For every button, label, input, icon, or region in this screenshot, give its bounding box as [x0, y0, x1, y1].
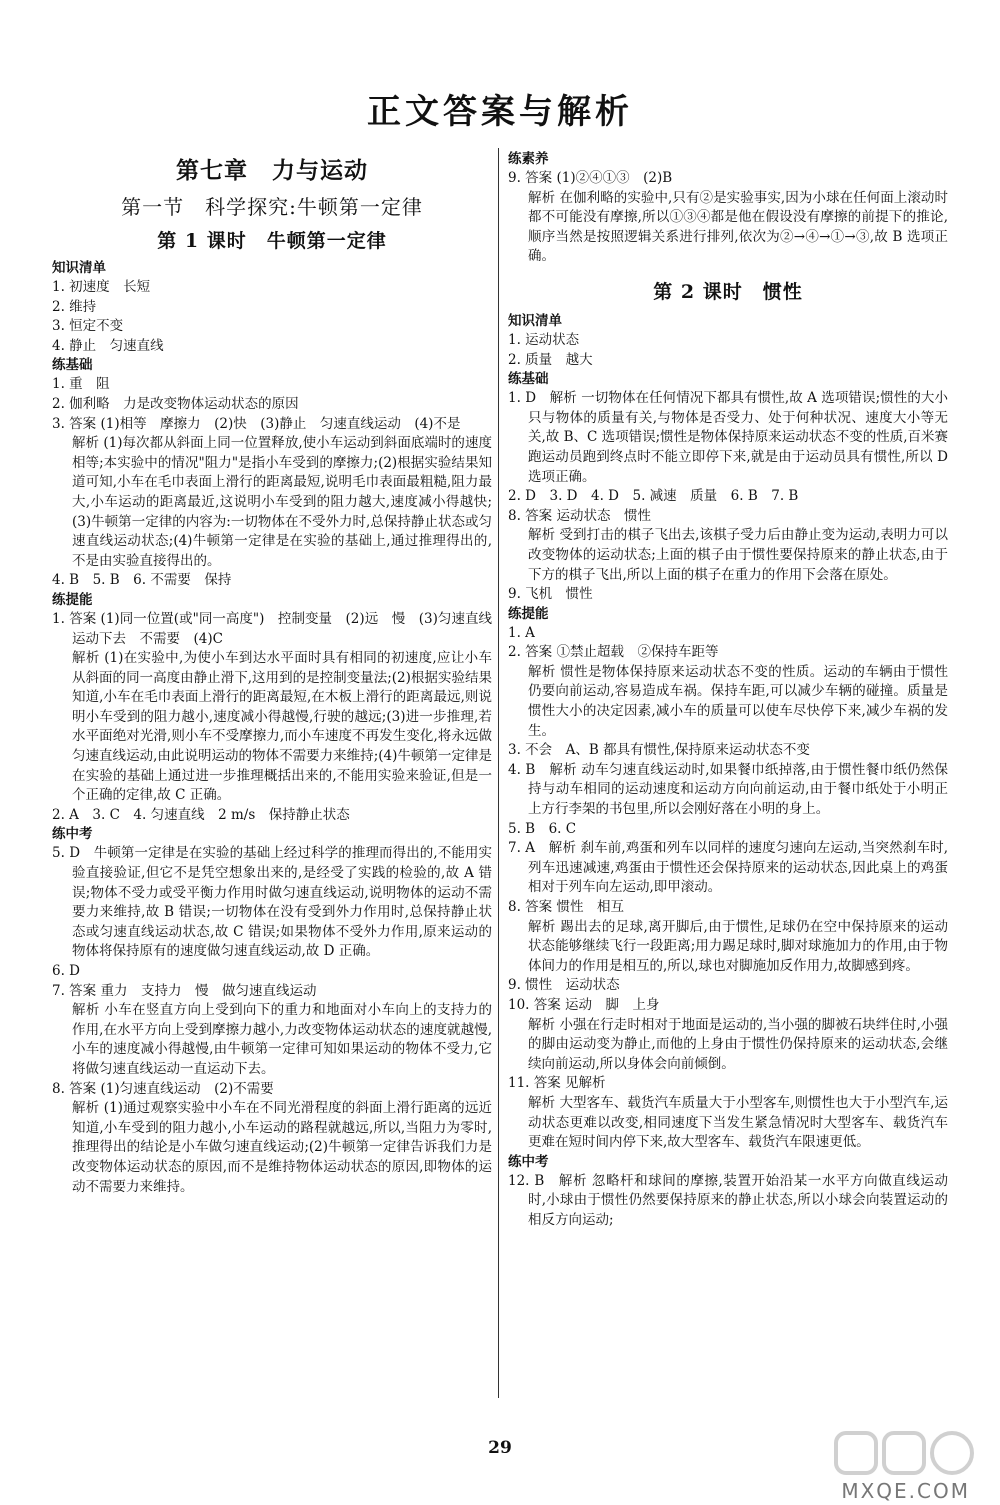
answer-line: 解析 小强在行走时相对于地面是运动的,当小强的脚被石块绊住时,小强的脚由运动变为静止,而他的上身由于惯性仍保持原来的运动状态,会继续向前运动,所以身体会向前倾倒。: [528, 1016, 948, 1072]
section-label: 知识清单: [508, 312, 562, 329]
section-label: 知识清单: [52, 260, 106, 276]
right-body: [508, 312, 948, 1231]
watermark-text: MXQE.COM: [841, 1479, 970, 1503]
answer-line: 8. 答案 运动状态 惯性: [508, 507, 651, 524]
answer-line: 9. 答案 (1)②④①③ (2)B: [508, 170, 673, 186]
section-label: 练提能: [508, 605, 549, 622]
section-heading: 第一节 科学探究:牛顿第一定律: [121, 195, 423, 219]
answer-line: 2. 维持: [52, 298, 97, 315]
left-body: [52, 259, 492, 1197]
answer-line: 5. B 6. C: [508, 820, 577, 837]
answer-line: 3. 答案 (1)相等 摩擦力 (2)快 (3)静止 匀速直线运动 (4)不是: [52, 415, 461, 432]
answer-line: 1. 初速度 长短: [52, 279, 151, 295]
answer-line: 8. 答案 惯性 相互: [508, 899, 624, 915]
answer-line: 4. B 5. B 6. 不需要 保持: [52, 572, 232, 589]
right-column: [508, 150, 948, 1231]
page-number: 29: [488, 1438, 512, 1458]
section-label: 练中考: [508, 1153, 549, 1170]
chapter-heading: 第七章 力与运动: [176, 157, 368, 184]
answer-line: 解析 小车在竖直方向上受到向下的重力和地面对小车向上的支持力的作用,在水平方向上受到摩擦力越小,力改变物体运动状态的速度就越慢,小车的速度减小得越慢,由牛顿第一定律可知如果运动的物体不受力,它将做匀速直线运动一直运动下去。: [72, 1002, 492, 1077]
answer-line: 解析 (1)在实验中,为使小车到达水平面时具有相同的初速度,应让小车从斜面的同一高度由静止滑下,这用到的是控制变量法;(2)根据实验结果知道,小车在毛巾表面上滑行的距离最短,在木板上滑行的距离最远,则说明小车受到的阻力越小,速度减小得越慢,行驶的越远;(3)进一步推理,若水平面绝对光滑,则小车不受摩擦力,而小车速度不再发生变化,将永远做匀速直线运动,由此说明运动的物体不需要力来维持;(4)牛顿第一定律是在实验的基础上通过进一步推理概括出来的,不能用实验来验证,但是一个正确的定律,故 C 正确。: [72, 650, 492, 804]
answer-line: 8. 答案 (1)匀速直线运动 (2)不需要: [52, 1080, 274, 1097]
answer-line: 2. 伽利略 力是改变物体运动状态的原因: [52, 395, 299, 412]
answer-line: 11. 答案 见解析: [508, 1075, 606, 1092]
answer-line: 2. D 3. D 4. D 5. 减速 质量 6. B 7. B: [508, 488, 799, 505]
answer-line: 解析 受到打击的棋子飞出去,该棋子受力后由静止变为运动,表明力可以改变物体的运动状态;上面的棋子由于惯性要保持原来的静止状态,由于下方的棋子飞出,所以上面的棋子在重力的作用下会落在原处。: [528, 527, 948, 583]
section-label: 练素养: [508, 151, 549, 167]
answer-line: 9. 惯性 运动状态: [508, 977, 620, 994]
answer-line: 解析 大型客车、载货汽车质量大于小型客车,则惯性也大于小型汽车,运动状态更难以改变,相同速度下当发生紧急情况时大型客车、载货汽车更难在短时间内停下来,故大型客车、载货汽车限速更低。: [528, 1094, 948, 1151]
answer-line: 3. 恒定不变: [52, 318, 124, 335]
answer-line: 1. A: [508, 624, 535, 641]
answer-line: 1. 答案 (1)同一位置(或"同一高度") 控制变量 (2)远 慢 (3)匀速直线运动下去 不需要 (4)C: [52, 610, 492, 647]
answer-line: 2. A 3. C 4. 匀速直线 2 m/s 保持静止状态: [52, 806, 350, 823]
answer-line: 4. B 解析 动车匀速直线运动时,如果餐巾纸掉落,由于惯性餐巾纸仍然保持与动车相同的运动速度和运动方向向前运动,由于餐巾纸处于小明正上方行李架的书包里,所以会刚好落在小明的身上。: [508, 761, 948, 818]
section-label: 练中考: [52, 826, 93, 843]
answer-line: 解析 惯性是物体保持原来运动状态不变的性质。运动的车辆由于惯性仍要向前运动,容易造成车祸。保持车距,可以减少车辆的碰撞。质量是惯性大小的决定因素,减小车的质量可以使车尽快停下来,减少车祸的发生。: [528, 663, 948, 739]
answer-line: 解析 踢出去的足球,离开脚后,由于惯性,足球仍在空中保持原来的运动状态能够继续飞行一段距离;用力踢足球时,脚对球施加力的作用,由于物体间力的作用是相互的,所以,球也对脚施加反作用力,故脚感到疼。: [528, 918, 948, 974]
lesson2-heading: 第 2 课时 惯性: [653, 280, 803, 303]
left-column: [52, 150, 492, 1197]
section-label: 练基础: [52, 357, 93, 374]
answer-line: 7. A 解析 刹车前,鸡蛋和列车以同样的速度匀速向左运动,当突然刹车时,列车迅速减速,鸡蛋由于惯性还会保持原来的运动状态,因此桌上的鸡蛋相对于列车向左运动,即甲滚动。: [508, 840, 948, 896]
answer-line: 3. 不会 A、B 都具有惯性,保持原来运动状态不变: [508, 742, 810, 759]
right-top-body: [508, 150, 948, 267]
answer-line: 5. D 牛顿第一定律是在实验的基础上经过科学的推理而得出的,不能用实验直接验证,但它不是凭空想象出来的,是经受了实践的检验的,故 A 错误;物体不受力或受平衡力作用时做匀速直线运动,说明物体的运动不需要力来维持,故 B 错误;一切物体在没有受到外力作用时,总保持静止状态或匀速直线运动状态,故 C 错误;如果物体不受外力作用,原来运动的物体将保持原有的速度做匀速直线运动,故 D 正确。: [52, 845, 492, 960]
answer-line: 1. D 解析 一切物体在任何情况下都具有惯性,故 A 选项错误;惯性的大小只与物体的质量有关,与物体是否受力、处于何种状况、速度大小等无关,故 B、C 选项错误;惯性是物体保持原来运动状态不变的性质,百米赛跑运动员跑到终点时不能立即停下来,就是由于运动员具有惯性,所以 D 选项正确。: [508, 390, 948, 485]
column-divider: [498, 148, 499, 1398]
answer-line: 2. 质量 越大: [508, 351, 593, 368]
answer-line: 6. D: [52, 963, 80, 979]
answer-line: 解析 (1)通过观察实验中小车在不同光滑程度的斜面上滑行距离的远近知道,小车受到的阻力越小,小车运动的路程就越远,所以,当阻力为零时,推理得出的结论是小车做匀速直线运动;(2)牛顿第一定律告诉我们力是改变物体运动状态的原因,而不是维持物体运动状态的原因,即物体的运动不需要力来维持。: [72, 1100, 492, 1195]
page-title: 正文答案与解析: [367, 92, 633, 132]
answer-line: 9. 飞机 惯性: [508, 586, 593, 603]
answer-line: 10. 答案 运动 脚 上身: [508, 996, 660, 1013]
section-label: 练基础: [508, 371, 549, 388]
answer-line: 1. 运动状态: [508, 331, 580, 348]
section-label: 练提能: [52, 591, 93, 608]
answer-line: 2. 答案 ①禁止超载 ②保持车距等: [508, 644, 719, 661]
lesson-heading: 第 1 课时 牛顿第一定律: [157, 230, 387, 252]
answer-line: 12. B 解析 忽略杆和球间的摩擦,装置开始沿某一水平方向做直线运动时,小球由于惯性仍然要保持原来的静止状态,所以小球会向装置运动的相反方向运动;: [508, 1172, 948, 1228]
answer-line: 解析 (1)每次都从斜面上同一位置释放,使小车运动到斜面底端时的速度相等;本实验中的情况"阻力"是指小车受到的摩擦力;(2)根据实验结果知道可知,小车在毛巾表面上滑行的距离最短,说明毛巾表面最粗糙,阻力最大,小车运动的距离最近,这说明小车受到的阻力越大,速度减小得越快;(3)牛顿第一定律的内容为:一切物体在不受外力时,总保持静止状态或匀速直线运动状态;(4)牛顿第一定律是在实验的基础上,通过推理得出的,不是由实验直接得出的。: [72, 435, 492, 569]
answer-line: 7. 答案 重力 支持力 慢 做匀速直线运动: [52, 982, 317, 999]
answer-line: 解析 在伽利略的实验中,只有②是实验事实,因为小球在任何面上滚动时都不可能没有摩擦,所以①③④都是他在假设没有摩擦的前提下的推论,顺序当然是按照逻辑关系进行排列,依次为②→④→①→③,故 B 选项正确。: [528, 189, 948, 265]
answer-line: 4. 静止 匀速直线: [52, 337, 164, 354]
answer-line: 1. 重 阻: [52, 376, 110, 393]
